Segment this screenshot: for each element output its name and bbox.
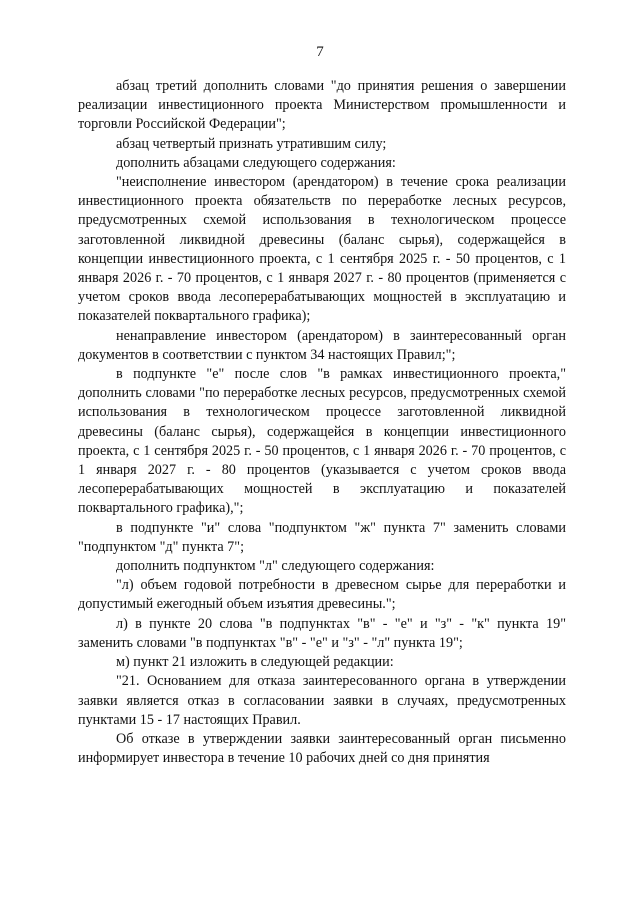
paragraph: Об отказе в утверждении заявки заинтересованный орган письменно информирует инвестора в течение 10 рабочих дней со дня принятия [78,730,566,767]
paragraph: дополнить абзацами следующего содержания: [116,154,396,171]
paragraph: абзац третий дополнить словами "до принятия решения о завершении реализации инвестиционного проекта Министерством промышленности и торговли Российской Федерации"; [78,78,566,133]
page-number: 7 [316,44,324,60]
paragraph: в подпункте "и" слова "подпунктом "ж" пункта 7" заменить словами "подпунктом "д" пункта 7"; [78,519,566,555]
paragraph: ненаправление инвестором (арендатором) в заинтересованный орган документов в соответствии с пунктом 34 настоящих Правил;"; [78,327,566,363]
paragraph: л) в пункте 20 слова "в подпунктах "в" - "е" и "з" - "к" пункта 19" заменить словами "в подпунктах "в" - "е" и "з" - "л" пункта 19"; [78,615,566,651]
paragraph: "л) объем годовой потребности в древесном сырье для переработки и допустимый ежегодный объем изъятия древесины."; [78,577,566,613]
paragraph: абзац четвертый признать утратившим силу; [116,135,387,152]
document-body [78,77,566,768]
paragraph: в подпункте "е" после слов "в рамках инвестиционного проекта," дополнить словами "по переработке лесных ресурсов, предусмотренных схемой использования в технологическом процессе заготовленной ликвидной древесины (баланс сырья), содержащейся в концепции инвестиционного проекта, с 1 сентября 2025 г. - 50 процентов, с 1 января 2026 г. - 70 процентов, с 1 января 2027 г. - 80 процентов (указывается с учетом сроков ввода лесоперерабатывающих мощностей в эксплуатацию и показателей поквартального графика),"; [78,366,566,517]
paragraph: "21. Основанием для отказа заинтересованного органа в утверждении заявки является отказ в согласовании заявки в случаях, предусмотренных пунктами 15 - 17 настоящих Правил. [78,673,566,728]
paragraph: дополнить подпунктом "л" следующего содержания: [116,558,435,575]
paragraph: "неисполнение инвестором (арендатором) в течение срока реализации инвестиционного проекта обязательств по переработке лесных ресурсов, предусмотренных схемой использования в технологическом процессе заготовленной ликвидной древесины (баланс сырья), содержащейся в концепции инвестиционного проекта, с 1 сентября 2025 г. - 50 процентов, с 1 января 2026 г. - 70 процентов, с 1 января 2027 г. - 80 процентов (применяется с учетом сроков ввода лесоперерабатывающих мощностей в эксплуатацию и показателей поквартального графика); [78,174,566,325]
paragraph: м) пункт 21 изложить в следующей редакции: [116,654,394,671]
